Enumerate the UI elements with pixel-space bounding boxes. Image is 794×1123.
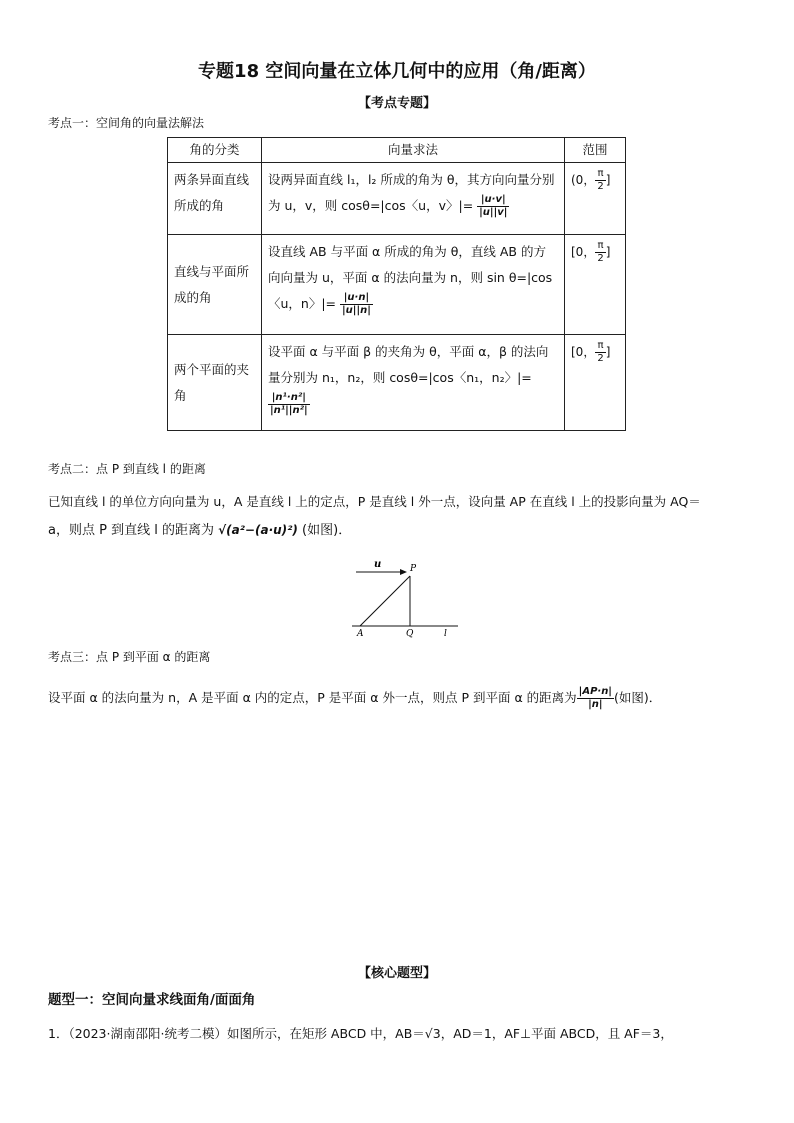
- page-title: 专题18 空间向量在立体几何中的应用（角/距离）: [198, 61, 596, 82]
- kp1-label: 考点一：空间角的向量法解法: [48, 116, 205, 130]
- distance-point-line-figure: [342, 556, 462, 640]
- row-range: (0， $\frac{\pi}{2}$ ]: [565, 163, 626, 235]
- method-formula: $\frac{|u\cdot v|}{|u||v|}$: [479, 194, 508, 218]
- row-method: [262, 335, 565, 431]
- method-text: 设平面 α 与平面 β 的夹角为 θ，平面 α，β 的法向量分别为 n₁，n₂，则 cosθ=|cos〈n₁，n₂〉|=: [268, 344, 549, 385]
- header-category: 角的分类: [168, 138, 262, 163]
- method-text: 设直线 AB 与平面 α 所成的角为 θ，直线 AB 的方向向量为 u，平面 α 的法向量为 n，则 sin θ=|cos〈u，n〉|=: [268, 244, 553, 311]
- section-heading-kaodian: 【考点专题】: [357, 96, 436, 111]
- kp3-paragraph: 设平面 α 的法向量为 n，A 是平面 α 内的定点，P 是平面 α 外一点，则点 P 到平面 α 的距离为 $\frac{|AP\cdot n|}{|n|}$ (如图)．: [48, 686, 662, 710]
- header-range: 范围: [565, 138, 626, 163]
- angle-method-table: [167, 137, 626, 431]
- label-u: u: [374, 559, 382, 570]
- kp3-formula: $\frac{|AP\cdot n|}{|n|}$: [578, 686, 612, 710]
- question-1: 1．（2023·湖南邵阳·统考二模）如图所示，在矩形 ABCD 中，AB＝√3，AD＝1，AF⊥平面 ABCD，且 AF＝3，: [48, 1026, 673, 1041]
- method-formula: $\frac{|u\cdot n|}{|u||n|}$: [342, 292, 371, 316]
- kp2-line1: 已知直线 l 的单位方向向量为 u，A 是直线 l 上的定点，P 是直线 l 外一点，设向量 AP 在直线 l 上的投影向量为 AQ＝: [48, 494, 701, 509]
- method-formula: $\frac{\text{|n¹·n²|}}{\text{|n¹||n²|}}$: [270, 392, 308, 416]
- kp2-line2: a，则点 P 到直线 l 的距离为 √(a²−(a·u)²) (如图)．: [48, 523, 352, 538]
- row-category: 两个平面的夹角: [168, 335, 262, 431]
- kp2-paragraph: [48, 490, 754, 543]
- label-A: A: [357, 629, 364, 639]
- row-category: 直线与平面所成的角: [168, 235, 262, 335]
- section-heading-core: 【核心题型】: [357, 966, 436, 981]
- table-row: [168, 335, 626, 431]
- table-header-row: [168, 138, 626, 163]
- type1-heading: 题型一：空间向量求线面角/面面角: [48, 992, 256, 1008]
- row-range: [0， $\frac{\pi}{2}$ ]: [565, 235, 626, 335]
- method-text: 设两异面直线 l₁，l₂ 所成的角为 θ，其方向向量分别为 u，v，则 cosθ=|cos〈u，v〉|=: [268, 172, 555, 213]
- header-method: 向量求法: [262, 138, 565, 163]
- table-row: [168, 235, 626, 335]
- row-category: 两条异面直线所成的角: [168, 163, 262, 235]
- kp2-formula: √(a²−(a·u)²): [218, 523, 298, 537]
- segment-AP: [360, 576, 410, 626]
- label-l: l: [444, 629, 447, 639]
- label-P: P: [410, 564, 417, 574]
- kp2-label: 考点二：点 P 到直线 l 的距离: [48, 462, 206, 476]
- kp3-label: 考点三：点 P 到平面 α 的距离: [48, 650, 211, 664]
- row-method: [262, 235, 565, 335]
- row-range: [0， $\frac{\pi}{2}$ ]: [565, 335, 626, 431]
- label-Q: Q: [406, 629, 414, 639]
- arrow-head-icon: [400, 569, 407, 575]
- row-method: [262, 163, 565, 235]
- table-row: [168, 163, 626, 235]
